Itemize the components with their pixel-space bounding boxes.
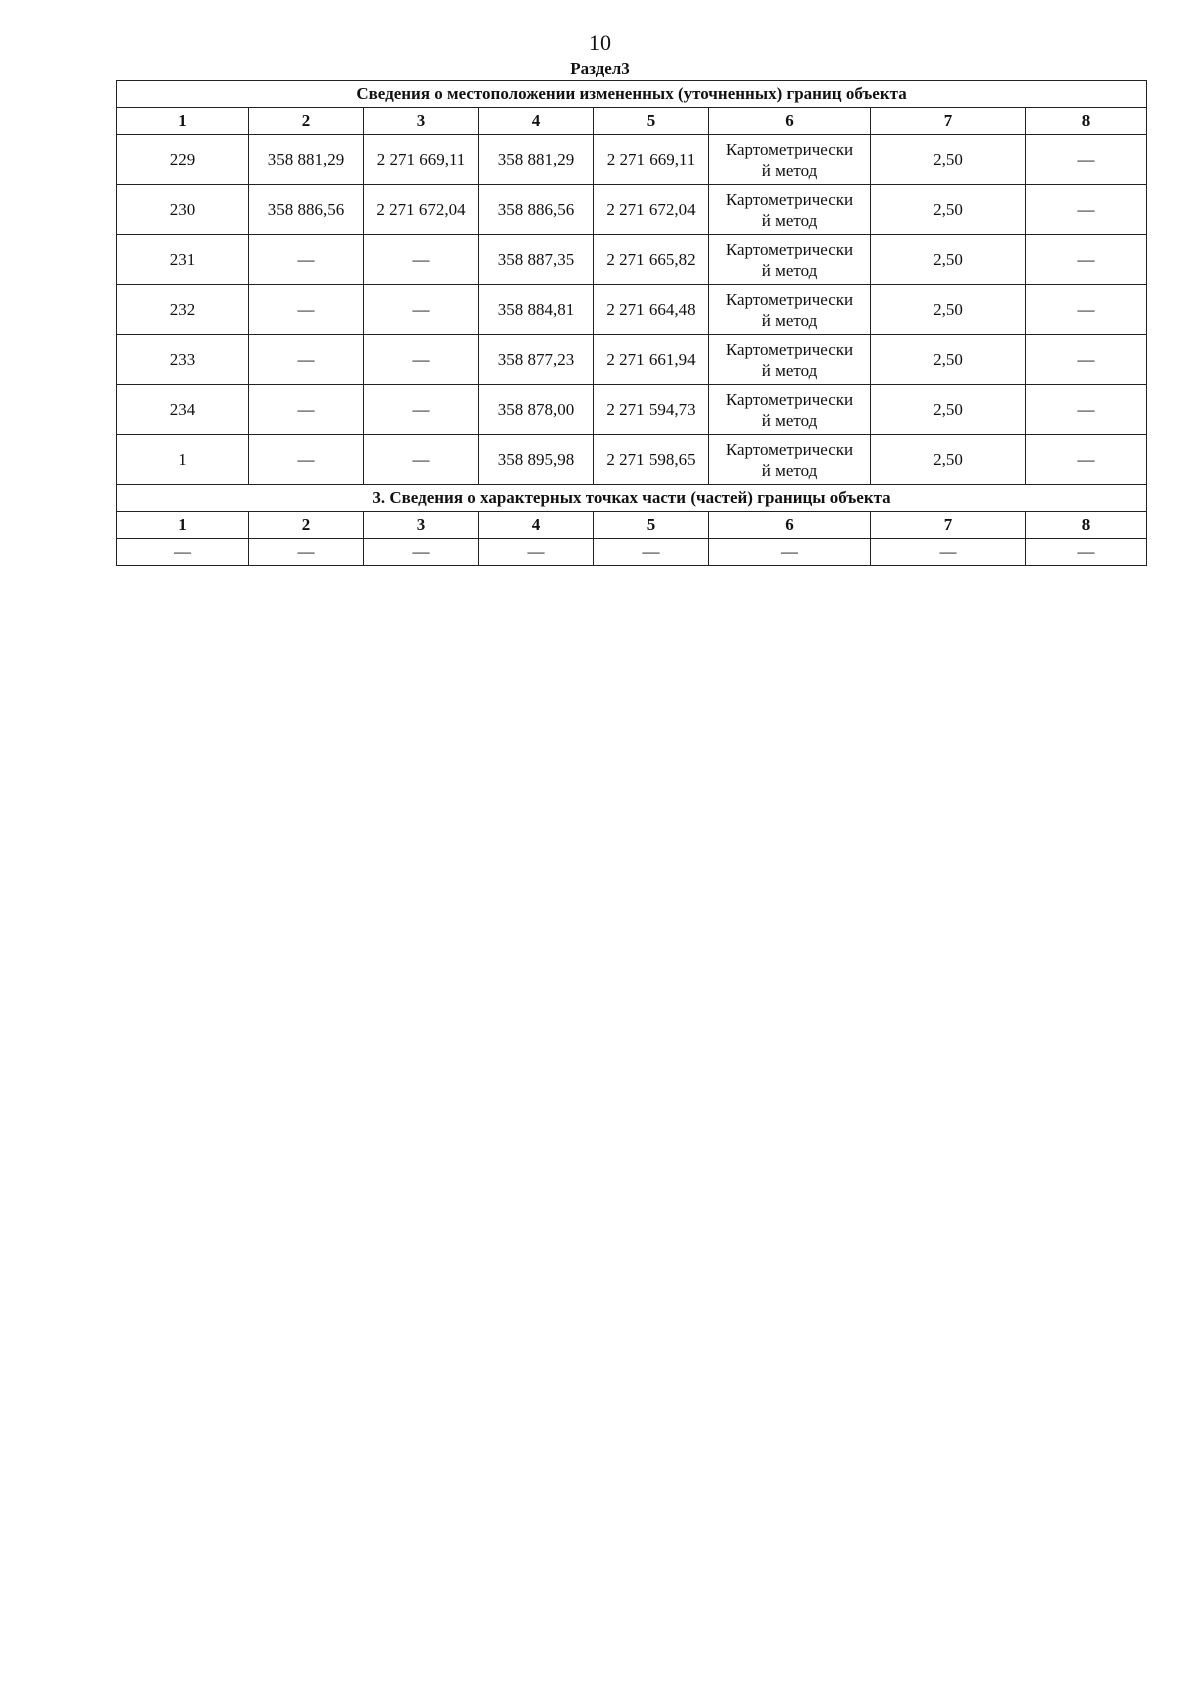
table-cell: 2,50 <box>871 335 1026 385</box>
table-cell: — <box>479 539 594 566</box>
table-row <box>117 335 1147 385</box>
method-text-line: й метод <box>761 260 818 280</box>
table-cell: — <box>871 539 1026 566</box>
table-cell: — <box>1026 335 1147 385</box>
table-cell: — <box>1026 435 1147 485</box>
table-cell: — <box>1026 385 1147 435</box>
method-text-line: й метод <box>761 210 818 230</box>
table-cell: — <box>249 435 364 485</box>
column-header: 3 <box>364 108 479 135</box>
table-cell: 2,50 <box>871 285 1026 335</box>
table-cell: — <box>249 335 364 385</box>
method-cell <box>709 185 871 235</box>
column-header: 1 <box>117 108 249 135</box>
point-number: 229 <box>117 135 249 185</box>
table-row <box>117 135 1147 185</box>
method-cell <box>709 435 871 485</box>
column-header: 1 <box>117 512 249 539</box>
table-cell: 2 271 594,73 <box>594 385 709 435</box>
method-cell <box>709 335 871 385</box>
table-cell: 2 271 664,48 <box>594 285 709 335</box>
boundary-table <box>116 80 1147 566</box>
column-header: 7 <box>871 512 1026 539</box>
column-header: 3 <box>364 512 479 539</box>
table-cell: 2 271 669,11 <box>594 135 709 185</box>
table-cell: 358 886,56 <box>249 185 364 235</box>
column-header: 6 <box>709 108 871 135</box>
table-cell: — <box>594 539 709 566</box>
method-text-line: Картометрически <box>725 239 854 259</box>
method-text-line: й метод <box>761 360 818 380</box>
point-number: 232 <box>117 285 249 335</box>
table-cell: 2,50 <box>871 185 1026 235</box>
table-cell: — <box>117 539 249 566</box>
table-cell: — <box>364 285 479 335</box>
table-cell: — <box>1026 285 1147 335</box>
table-cell: 358 881,29 <box>249 135 364 185</box>
table-header-row <box>117 108 1147 135</box>
table-cell: — <box>249 235 364 285</box>
table-cell: — <box>249 385 364 435</box>
method-text-line: й метод <box>761 160 818 180</box>
method-cell <box>709 385 871 435</box>
table-cell: — <box>249 285 364 335</box>
table-cell: — <box>1026 135 1147 185</box>
table-cell: 358 877,23 <box>479 335 594 385</box>
column-header: 2 <box>249 108 364 135</box>
table-title: Сведения о местоположении измененных (уточненных) границ объекта <box>117 81 1147 108</box>
method-text-line: Картометрически <box>725 389 854 409</box>
method-text-line: Картометрически <box>725 289 854 309</box>
table-cell: 2,50 <box>871 435 1026 485</box>
column-header: 4 <box>479 108 594 135</box>
column-header: 2 <box>249 512 364 539</box>
column-header: 4 <box>479 512 594 539</box>
table-cell: 2 271 665,82 <box>594 235 709 285</box>
table-row <box>117 285 1147 335</box>
table-cell: — <box>364 335 479 385</box>
method-cell <box>709 135 871 185</box>
column-header: 6 <box>709 512 871 539</box>
table-cell: 2,50 <box>871 235 1026 285</box>
table-cell: 358 884,81 <box>479 285 594 335</box>
table-cell: — <box>364 235 479 285</box>
table-cell: 358 886,56 <box>479 185 594 235</box>
table-cell: 2 271 669,11 <box>364 135 479 185</box>
table-cell: — <box>1026 185 1147 235</box>
table-cell: 2 271 672,04 <box>594 185 709 235</box>
table-cell: — <box>249 539 364 566</box>
column-header: 8 <box>1026 108 1147 135</box>
page-number: 10 <box>589 30 611 55</box>
table-cell: 2 271 672,04 <box>364 185 479 235</box>
table-cell: 2,50 <box>871 135 1026 185</box>
table-cell: 358 881,29 <box>479 135 594 185</box>
table-cell: — <box>364 435 479 485</box>
table-title-row <box>117 81 1147 108</box>
table-cell: 2,50 <box>871 385 1026 435</box>
method-text-line: Картометрически <box>725 139 854 159</box>
table-row <box>117 435 1147 485</box>
column-header: 8 <box>1026 512 1147 539</box>
table-cell: — <box>364 385 479 435</box>
method-text-line: й метод <box>761 460 818 480</box>
table-cell: — <box>364 539 479 566</box>
table-row <box>117 385 1147 435</box>
table-cell: — <box>1026 539 1147 566</box>
point-number: 233 <box>117 335 249 385</box>
section-3-row <box>117 539 1147 566</box>
section-3-title-row <box>117 485 1147 512</box>
point-number: 230 <box>117 185 249 235</box>
section-3-header-row <box>117 512 1147 539</box>
table-row <box>117 235 1147 285</box>
method-text-line: й метод <box>761 310 818 330</box>
point-number: 234 <box>117 385 249 435</box>
table-cell: — <box>709 539 871 566</box>
method-text-line: Картометрически <box>725 339 854 359</box>
table-cell: — <box>1026 235 1147 285</box>
table-cell: 358 887,35 <box>479 235 594 285</box>
table-cell: 2 271 598,65 <box>594 435 709 485</box>
table-cell: 2 271 661,94 <box>594 335 709 385</box>
table-cell: 358 878,00 <box>479 385 594 435</box>
method-cell <box>709 235 871 285</box>
method-text-line: Картометрически <box>725 189 854 209</box>
column-header: 5 <box>594 108 709 135</box>
point-number: 1 <box>117 435 249 485</box>
table-cell: 358 895,98 <box>479 435 594 485</box>
method-cell <box>709 285 871 335</box>
point-number: 231 <box>117 235 249 285</box>
table-row <box>117 185 1147 235</box>
section-3-title: 3. Сведения о характерных точках части (частей) границы объекта <box>117 485 1147 512</box>
method-text-line: й метод <box>761 410 818 430</box>
column-header: 7 <box>871 108 1026 135</box>
column-header: 5 <box>594 512 709 539</box>
section-label: Раздел3 <box>570 59 630 78</box>
method-text-line: Картометрически <box>725 439 854 459</box>
